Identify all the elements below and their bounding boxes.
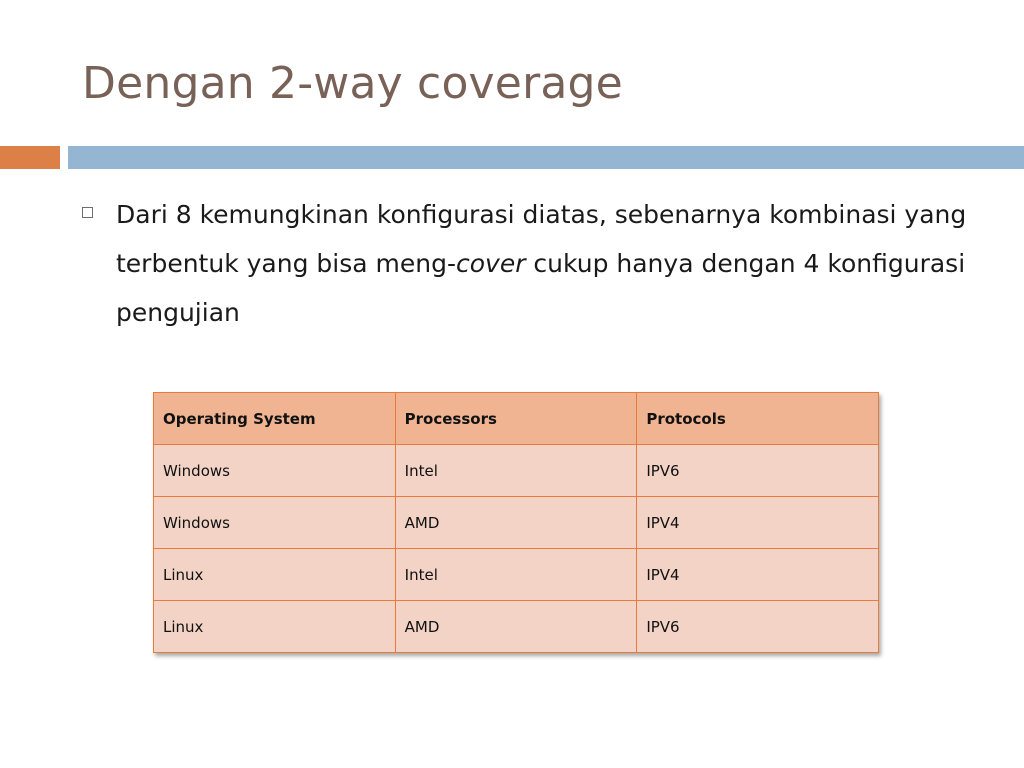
table-cell-os: Linux xyxy=(154,601,396,653)
title-accent-bar-orange xyxy=(0,146,60,169)
table-cell-os: Linux xyxy=(154,549,396,601)
table-cell-protocol: IPV6 xyxy=(637,445,879,497)
table-row xyxy=(154,497,879,549)
table-cell-protocol: IPV4 xyxy=(637,497,879,549)
table-cell-protocol: IPV4 xyxy=(637,549,879,601)
table-header-row xyxy=(154,393,879,445)
table-cell-protocol: IPV6 xyxy=(637,601,879,653)
configuration-table xyxy=(153,392,879,653)
hollow-square-icon xyxy=(82,207,93,218)
table-cell-processor: AMD xyxy=(395,601,637,653)
header-protocols: Protocols xyxy=(637,393,879,445)
table-cell-processor: Intel xyxy=(395,549,637,601)
table-row xyxy=(154,549,879,601)
bullet-text-part-1: Dari 8 kemungkinan konfigurasi diatas, sebenarnya kombinasi yang terbentuk yang bisa meng- xyxy=(116,200,967,278)
slide-title: Dengan 2-way coverage xyxy=(82,58,623,109)
table-cell-processor: Intel xyxy=(395,445,637,497)
table-cell-processor: AMD xyxy=(395,497,637,549)
table-cell-os: Windows xyxy=(154,497,396,549)
table-row xyxy=(154,601,879,653)
bullet-text xyxy=(116,190,976,337)
bullet-text-part-2: cukup hanya dengan 4 konfigurasi pengujian xyxy=(116,249,966,327)
header-operating-system: Operating System xyxy=(154,393,396,445)
title-accent-bar-blue xyxy=(68,146,1024,169)
table-cell-os: Windows xyxy=(154,445,396,497)
table-row xyxy=(154,445,879,497)
header-processors: Processors xyxy=(395,393,637,445)
bullet-text-italic: cover xyxy=(455,249,526,278)
